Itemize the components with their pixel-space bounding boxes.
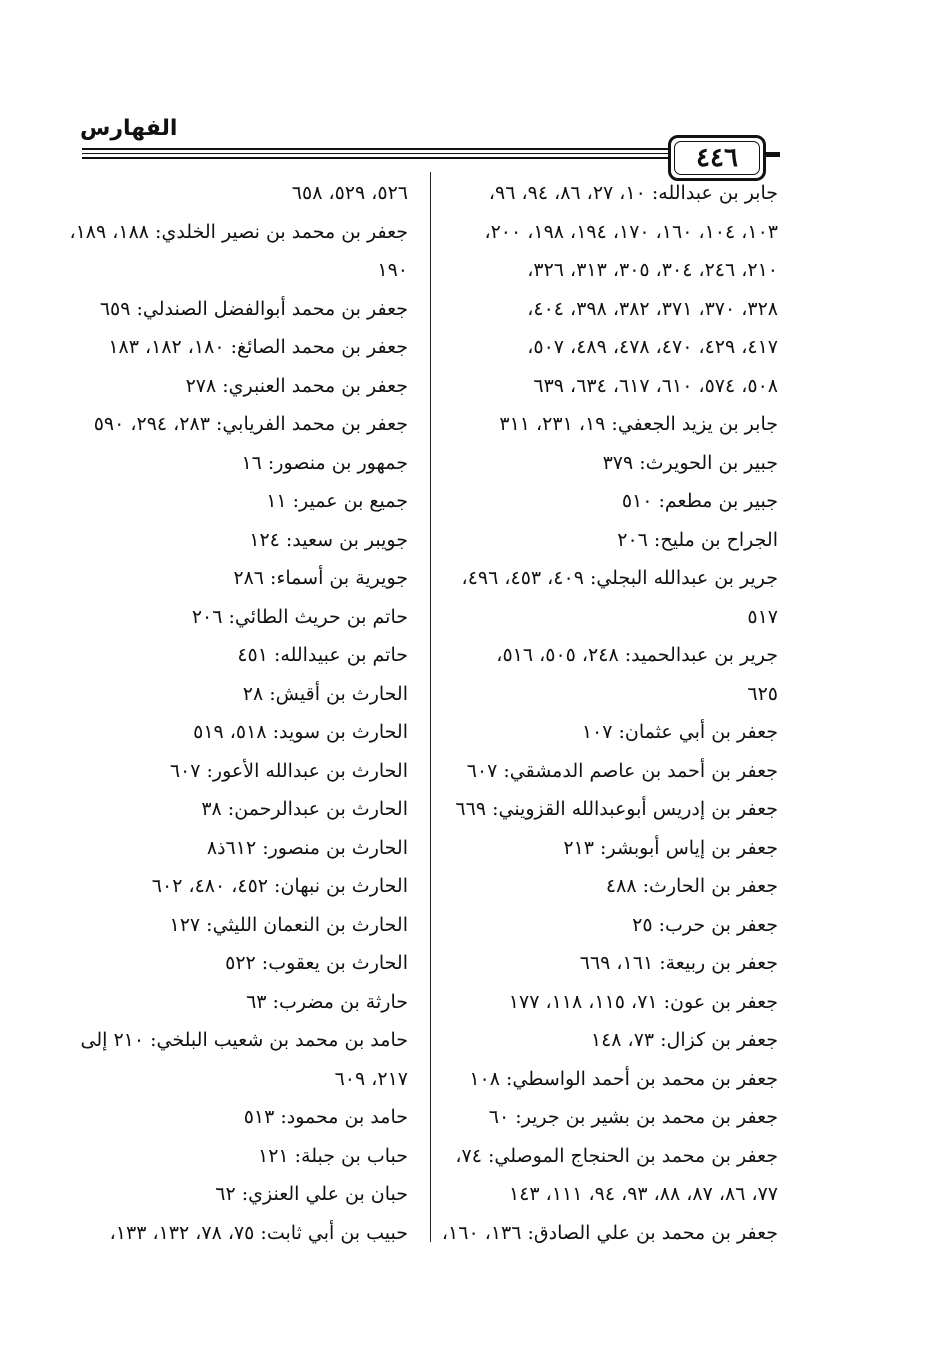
index-line: ٥٠٨، ٥٧٤، ٦١٠، ٦١٧، ٦٣٤، ٦٣٩ [533,374,778,397]
index-line: جعفر بن محمد العنبري: ٢٧٨ [185,374,408,397]
index-line: جعفر بن إياس أبوبشر: ٢١٣ [563,836,778,859]
index-line: حاتم بن حريث الطائي: ٢٠٦ [191,605,408,628]
index-line: حباب بن جبلة: ١٢١ [257,1144,408,1167]
index-line: جعفر بن محمد بن بشير بن جرير: ٦٠ [488,1106,778,1128]
index-line: حبان بن علي العنزي: ٦٢ [215,1183,408,1205]
index-line: جابر بن عبدالله: ١٠، ٢٧، ٨٦، ٩٤، ٩٦، [488,182,778,204]
index-line: ٤١٧، ٤٢٩، ٤٧٠، ٤٧٨، ٤٨٩، ٥٠٧، [527,336,778,358]
index-line: جرير بن عبدالله البجلي: ٤٠٩، ٤٥٣، ٤٩٦، [461,567,778,589]
index-line: الحارث بن أقيش: ٢٨ [242,682,408,705]
index-line: جعفر بن إدريس أبوعبدالله القزويني: ٦٦٩ [455,798,778,820]
index-line: الحارث بن عبدالله الأعور: ٦٠٧ [169,759,408,782]
index-line: جابر بن يزيد الجعفي: ١٩، ٢٣١، ٣١١ [499,413,778,435]
header-rule-top [82,148,672,150]
index-line: ٧٧، ٨٦، ٨٧، ٨٨، ٩٣، ٩٤، ١١١، ١٤٣ [509,1183,778,1205]
index-line: حبيب بن أبي ثابت: ٧٥، ٧٨، ١٣٢، ١٣٣، [109,1221,408,1244]
index-line: حاتم بن عبيدالله: ٤٥١ [237,644,408,666]
index-line: جعفر بن أحمد بن عاصم الدمشقي: ٦٠٧ [466,759,778,782]
index-line: جعفر بن كزال: ٧٣، ١٤٨ [590,1029,778,1051]
index-column-right [438,174,778,1252]
index-line: جبير بن الحويرث: ٣٧٩ [602,451,778,474]
index-line: جعفر بن الحارث: ٤٨٨ [605,875,778,897]
index-line: الحارث بن يعقوب: ٥٢٢ [225,952,408,974]
index-line: جمهور بن منصور: ١٦ [241,451,408,474]
index-line: ٣٢٨، ٣٧٠، ٣٧١، ٣٨٢، ٣٩٨، ٤٠٤، [527,297,778,320]
index-line: الحارث بن النعمان الليثي: ١٢٧ [169,913,408,936]
index-line: جعفر بن محمد بن نصير الخلدي: ١٨٨، ١٨٩، [69,220,408,243]
index-line: الجراح بن مليح: ٢٠٦ [617,528,778,551]
index-line: جويرية بن أسماء: ٢٨٦ [233,567,408,589]
index-line: جعفر بن أبي عثمان: ١٠٧ [581,721,778,743]
index-line: ٥٢٦، ٥٢٩، ٦٥٨ [291,182,408,204]
index-line: جعفر بن محمد بن علي الصادق: ١٣٦، ١٦٠، [441,1221,778,1244]
index-line: جعفر بن عون: ٧١، ١١٥، ١١٨، ١٧٧ [508,990,778,1013]
index-line: جميع بن عمير: ١١ [266,490,408,512]
index-line: جعفر بن محمد أبوالفضل الصندلي: ٦٥٩ [99,297,408,320]
index-line: ٥١٧ [747,605,778,628]
index-line: جرير بن عبدالحميد: ٢٤٨، ٥٠٥، ٥١٦، [496,644,778,666]
column-divider [430,172,431,1242]
index-line: حامد بن محمود: ٥١٣ [243,1106,408,1128]
index-column-left [69,174,408,1252]
header-rule-middle [82,153,672,154]
index-line: الحارث بن عبدالرحمن: ٣٨ [201,798,408,820]
index-line: جعفر بن حرب: ٢٥ [632,913,778,936]
index-line: الحارث بن منصور: ٦١٢ذ٨ [206,836,408,859]
index-line: جعفر بن محمد الصائغ: ١٨٠، ١٨٢، ١٨٣ [108,336,408,358]
index-line: جعفر بن محمد بن أحمد الواسطي: ١٠٨ [469,1067,778,1090]
index-line: ٢١٠، ٢٤٦، ٣٠٤، ٣٠٥، ٣١٣، ٣٢٦، [527,259,778,281]
index-line: جعفر بن محمد بن الحنجاج الموصلي: ٧٤، [455,1144,778,1167]
index-line: ٢١٧، ٦٠٩ [334,1067,408,1090]
index-line: الحارث بن سويد: ٥١٨، ٥١٩ [193,721,408,743]
index-line: جبير بن مطعم: ٥١٠ [621,490,778,512]
index-line: جعفر بن ربيعة: ١٦١، ٦٦٩ [579,952,778,974]
index-line: حارثة بن مضرب: ٦٣ [246,990,408,1013]
header-rule-bottom [82,157,672,159]
index-line: ١٩٠ [377,259,408,281]
index-line: ١٠٣، ١٠٤، ١٦٠، ١٧٠، ١٩٤، ١٩٨، ٢٠٠، [484,220,778,243]
index-line: جعفر بن محمد الفريابي: ٢٨٣، ٢٩٤، ٥٩٠ [93,413,408,435]
index-line: جويبر بن سعيد: ١٢٤ [249,528,408,551]
page-number: ٤٤٦ [696,143,738,173]
index-line: حامد بن محمد بن شعيب البلخي: ٢١٠ إلى [80,1029,408,1051]
index-line: الحارث بن نبهان: ٤٥٢، ٤٨٠، ٦٠٢ [151,875,408,897]
running-title: الفهارس [80,116,178,141]
index-line: ٦٢٥ [747,682,778,705]
